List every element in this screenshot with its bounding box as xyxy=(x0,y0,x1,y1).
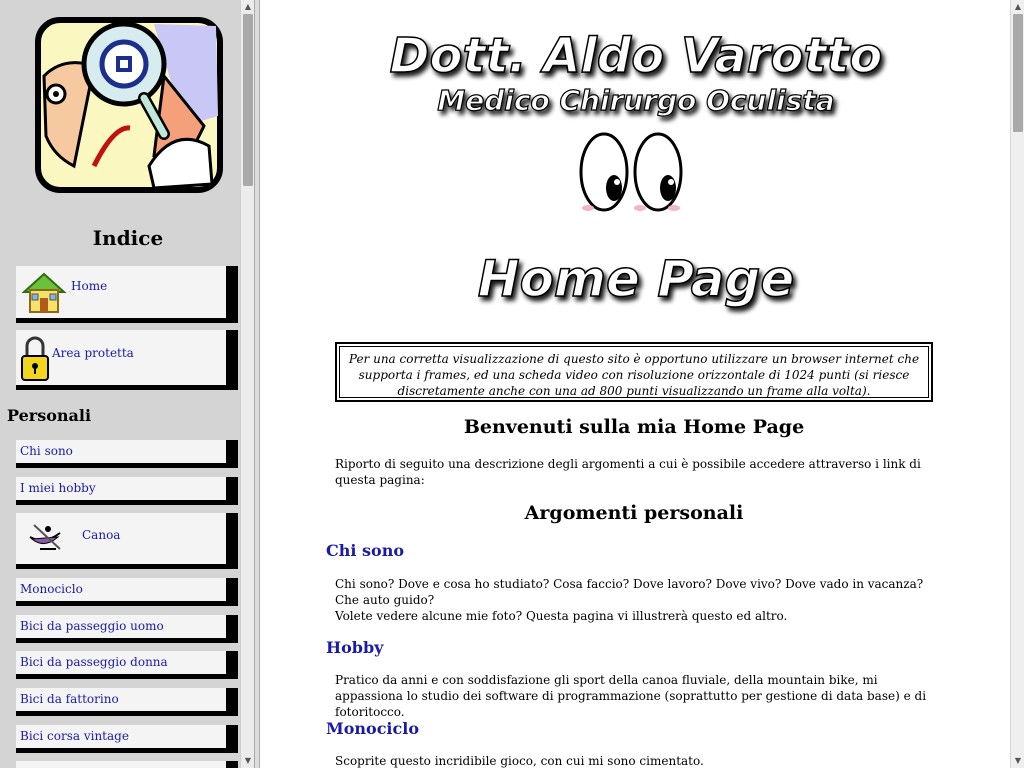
hobby-heading: Hobby xyxy=(326,638,384,657)
nav-link-chi-sono[interactable]: Chi sono xyxy=(20,444,73,458)
nav-item-area-protetta[interactable] xyxy=(16,330,226,385)
hobby-text: Pratico da anni e con soddisfazione gli sport della canoa fluviale, della mountain bike, mi appassiona lo studio dei software di programmazione (soprattutto per gestione di data base) e di fotoritocco. xyxy=(335,673,927,719)
left-navigation-frame xyxy=(0,0,240,768)
nav-link-monociclo[interactable]: Monociclo xyxy=(20,582,83,596)
nav-item-chi-sono[interactable] xyxy=(16,440,226,463)
site-title xyxy=(380,18,900,128)
scroll-up-arrow-icon[interactable]: ▲ xyxy=(244,2,252,11)
nav-item-bici-donna[interactable] xyxy=(16,651,226,674)
nav-link-bici-donna[interactable]: Bici da passeggio donna xyxy=(20,655,168,669)
nav-item-bici-fattorino[interactable] xyxy=(16,688,226,711)
chi-sono-text-1: Chi sono? Dove e cosa ho studiato? Cosa faccio? Dove lavoro? Dove vivo? Dove vado in vacanza? Che auto guido? xyxy=(335,577,924,607)
browser-notice-box xyxy=(335,342,933,402)
cartoon-eyes-icon xyxy=(576,132,688,218)
monociclo-text: Scoprite questo incridibile gioco, con cui mi sono cimentato. xyxy=(335,754,704,768)
nav-item-partial[interactable] xyxy=(16,761,226,768)
chi-sono-text-2: Volete vedere alcune mie foto? Questa pagina vi illustrerà questo ed altro. xyxy=(335,609,788,623)
house-icon xyxy=(20,270,68,314)
home-page-banner-text: Home Page xyxy=(477,250,795,308)
nav-link-bici-vintage[interactable]: Bici corsa vintage xyxy=(20,729,129,743)
welcome-heading: Benvenuti sulla mia Home Page xyxy=(463,416,805,438)
nav-link-bici-fattorino[interactable]: Bici da fattorino xyxy=(20,692,119,706)
nav-link-hobby[interactable]: I miei hobby xyxy=(20,481,96,495)
canoe-icon xyxy=(26,521,66,555)
main-content-frame xyxy=(260,0,1010,768)
nav-item-bici-vintage[interactable] xyxy=(16,725,226,748)
chi-sono-heading: Chi sono xyxy=(326,541,404,560)
nav-link-canoa[interactable]: Canoa xyxy=(82,528,121,542)
scroll-down-arrow-icon[interactable]: ▼ xyxy=(1014,756,1022,765)
nav-item-canoa[interactable] xyxy=(16,513,226,564)
nav-link-area-protetta[interactable]: Area protetta xyxy=(52,346,134,360)
nav-link-bici-uomo[interactable]: Bici da passeggio uomo xyxy=(20,619,164,633)
scrollbar-thumb[interactable] xyxy=(1013,14,1023,132)
section-personal-heading: Personali xyxy=(7,406,92,425)
nav-item-bici-uomo[interactable] xyxy=(16,615,226,638)
nav-item-hobby[interactable] xyxy=(16,477,226,500)
title-line1: Dott. Aldo Varotto xyxy=(389,28,883,84)
welcome-intro: Riporto di seguito una descrizione degli argomenti a cui è possibile accedere attraverso i link di questa pagina: xyxy=(335,457,921,487)
chi-sono-text xyxy=(335,576,935,624)
nav-link-home[interactable]: Home xyxy=(71,279,108,293)
left-frame-scrollbar[interactable] xyxy=(240,0,255,768)
nav-item-home[interactable] xyxy=(16,266,226,318)
title-line2: Medico Chirurgo Oculista xyxy=(437,84,835,117)
nav-item-monociclo[interactable] xyxy=(16,578,226,601)
scrollbar-thumb[interactable] xyxy=(243,14,253,186)
padlock-icon xyxy=(20,334,50,382)
monociclo-heading: Monociclo xyxy=(326,719,419,738)
oculist-logo xyxy=(34,16,224,194)
home-page-banner xyxy=(470,240,810,320)
personal-topics-heading: Argomenti personali xyxy=(524,502,744,524)
browser-notice-text: Per una corretta visualizzazione di questo sito è opportuno utilizzare un browser internet che supporta i frames, ed una scheda video con risoluzione orizzontale di 1024 punti (si riesce discretamente anche con una ad 800 punti visualizzando un frame alla volta). xyxy=(339,346,929,398)
scroll-up-arrow-icon[interactable]: ▲ xyxy=(1014,2,1022,11)
main-frame-scrollbar[interactable] xyxy=(1010,0,1024,768)
index-heading: Indice xyxy=(92,226,164,250)
scroll-down-arrow-icon[interactable]: ▼ xyxy=(244,756,252,765)
